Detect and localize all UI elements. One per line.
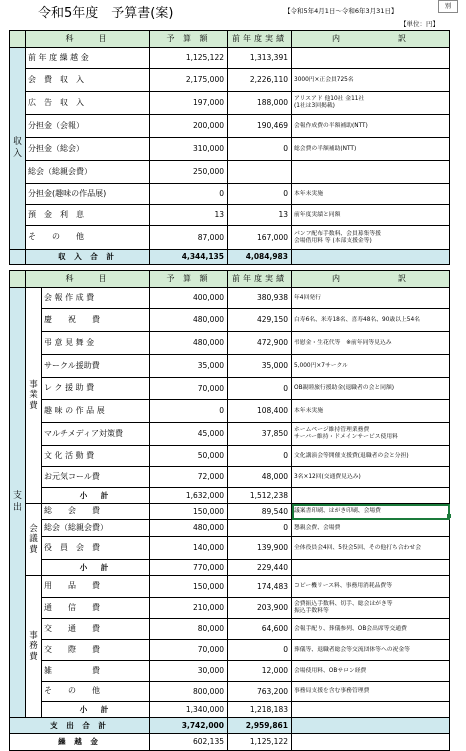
expense-budget-cell[interactable]: 30,000	[150, 661, 228, 682]
expense-item-cell[interactable]: そ の 他	[42, 682, 150, 702]
income-prev-cell[interactable]: 167,000	[228, 226, 292, 250]
expense-note-cell[interactable]: 懇親会費、会場費	[292, 520, 450, 537]
expense-item-cell[interactable]: 交 際 費	[42, 640, 150, 661]
expense-prev-cell[interactable]: 174,483	[228, 576, 292, 598]
expense-subtotal-prev[interactable]: 229,440	[228, 560, 292, 576]
income-item-cell[interactable]: 会 費 収 入	[26, 69, 150, 92]
expense-item-cell[interactable]: 趣 味 の 作 品 展	[42, 400, 150, 423]
expense-note-cell[interactable]: 年4回発行	[292, 288, 450, 309]
expense-note-cell[interactable]: ホームページ維持管理業務費 サーバー維持・ドメインサービス使用料	[292, 423, 450, 446]
income-row	[10, 184, 450, 205]
expense-budget-cell[interactable]: 50,000	[150, 446, 228, 467]
expense-row	[10, 619, 450, 640]
expense-row	[10, 332, 450, 355]
income-table	[9, 30, 450, 265]
income-row	[10, 115, 450, 138]
expense-budget-cell[interactable]: 480,000	[150, 309, 228, 332]
income-note-cell[interactable]: 総会費の半額補助(NTT)	[292, 138, 450, 161]
expense-subtotal-note[interactable]	[292, 560, 450, 576]
expense-row	[10, 661, 450, 682]
expense-note-cell[interactable]: 全体役員会4回、5役会5回、その他打ち合わせ会	[292, 537, 450, 560]
expense-prev-cell[interactable]: 12,000	[228, 661, 292, 682]
expense-item-cell[interactable]: 用 品 費	[42, 576, 150, 598]
income-row	[10, 92, 450, 115]
expense-row	[10, 682, 450, 702]
expense-note-cell[interactable]: 議案書印刷、はがき印刷、会場費	[292, 504, 450, 520]
expense-item-cell[interactable]: 役 員 会 費	[42, 537, 150, 560]
income-total-prev[interactable]: 4,084,983	[228, 250, 292, 265]
income-budget-cell[interactable]: 13	[150, 205, 228, 226]
income-budget-cell[interactable]: 200,000	[150, 115, 228, 138]
expense-row	[10, 400, 450, 423]
expense-budget-cell[interactable]: 400,000	[150, 288, 228, 309]
expense-item-cell[interactable]: 弔 意 見 舞 金	[42, 332, 150, 355]
expense-total-prev[interactable]: 2,959,861	[228, 718, 292, 734]
header-note: 内 訳	[292, 271, 450, 288]
expense-note-cell[interactable]: 5,000円×7サークル	[292, 355, 450, 378]
selection-fill-handle[interactable]	[447, 514, 451, 518]
income-prev-cell[interactable]: 13	[228, 205, 292, 226]
income-note-cell[interactable]	[292, 48, 450, 69]
expense-budget-cell[interactable]: 35,000	[150, 355, 228, 378]
expense-item-cell[interactable]: 会 報 作 成 費	[42, 288, 150, 309]
carryover-budget[interactable]: 602,135	[150, 734, 228, 751]
expense-note-cell[interactable]: 会報手配り、葬儀参列、OB会出席等交通費	[292, 619, 450, 640]
income-note-cell[interactable]: 3000円×正会員725名	[292, 69, 450, 92]
header-prev: 前年度実績	[228, 31, 292, 48]
income-item-cell[interactable]: 預 金 利 息	[26, 205, 150, 226]
income-row	[10, 226, 450, 250]
expense-item-cell[interactable]: 慶 祝 費	[42, 309, 150, 332]
expense-row	[10, 504, 450, 520]
expense-item-cell[interactable]: 通 信 費	[42, 598, 150, 619]
income-prev-cell[interactable]: 2,226,110	[228, 69, 292, 92]
expense-budget-cell[interactable]: 140,000	[150, 537, 228, 560]
expense-budget-cell[interactable]: 70,000	[150, 640, 228, 661]
header-corner	[10, 31, 26, 48]
expense-prev-cell[interactable]: 203,900	[228, 598, 292, 619]
header-category: 科 目	[26, 31, 150, 48]
expense-budget-cell[interactable]: 480,000	[150, 520, 228, 537]
expense-prev-cell[interactable]: 139,900	[228, 537, 292, 560]
expense-prev-cell[interactable]: 0	[228, 640, 292, 661]
expense-total-budget[interactable]: 3,742,000	[150, 718, 228, 734]
income-total-budget[interactable]: 4,344,135	[150, 250, 228, 265]
income-row	[10, 205, 450, 226]
header-budget: 予 算 額	[150, 31, 228, 48]
income-row	[10, 161, 450, 184]
income-item-cell[interactable]: 分担金(趣味の作品展)	[26, 184, 150, 205]
expense-prev-cell[interactable]: 380,938	[228, 288, 292, 309]
expense-row	[10, 520, 450, 537]
expense-prev-cell[interactable]: 64,600	[228, 619, 292, 640]
income-total-label: 収 入 合 計	[26, 250, 150, 265]
income-note-cell[interactable]: 本年未実施	[292, 184, 450, 205]
expense-note-cell[interactable]: 本年未実施	[292, 400, 450, 423]
expense-budget-cell[interactable]: 150,000	[150, 576, 228, 598]
expense-item-cell[interactable]: 文 化 活 動 費	[42, 446, 150, 467]
expense-row	[10, 378, 450, 400]
expense-row	[10, 537, 450, 560]
income-total-blank	[10, 250, 26, 265]
expense-group-label: 事業費	[26, 288, 42, 504]
expense-prev-cell[interactable]: 0	[228, 520, 292, 537]
income-prev-cell[interactable]: 188,000	[228, 92, 292, 115]
income-note-cell[interactable]	[292, 161, 450, 184]
expense-item-cell[interactable]: 交 通 費	[42, 619, 150, 640]
expense-prev-cell[interactable]: 0	[228, 378, 292, 400]
expense-budget-cell[interactable]: 480,000	[150, 332, 228, 355]
expense-budget-cell[interactable]: 72,000	[150, 467, 228, 488]
income-total-note[interactable]	[292, 250, 450, 265]
income-prev-cell[interactable]: 1,313,391	[228, 48, 292, 69]
expense-subtotal-label: 小 計	[42, 702, 150, 718]
expense-budget-cell[interactable]: 150,000	[150, 504, 228, 520]
expense-subtotal-budget[interactable]: 1,632,000	[150, 488, 228, 504]
income-note-cell[interactable]: 前年度実績と同額	[292, 205, 450, 226]
expense-subtotal-label: 小 計	[42, 488, 150, 504]
income-budget-cell[interactable]: 310,000	[150, 138, 228, 161]
expense-item-cell[interactable]: 雑 費	[42, 661, 150, 682]
income-note-cell[interactable]: パンフ配布手数料、会員募集等援 会場借用料 等 (本部支援金等)	[292, 226, 450, 250]
income-budget-cell[interactable]: 250,000	[150, 161, 228, 184]
income-item-cell[interactable]: 総会（総親会費）	[26, 161, 150, 184]
expense-note-cell[interactable]: 白寿6名、米寿18名、喜寿48名、90歳以上54名	[292, 309, 450, 332]
expense-row	[10, 576, 450, 598]
expense-note-cell[interactable]: 会場使用料、OBサロン経費	[292, 661, 450, 682]
expense-prev-cell[interactable]: 35,000	[228, 355, 292, 378]
income-note-cell[interactable]: アリスアド 他10社 金11社 (1社は3回掲載)	[292, 92, 450, 115]
expense-note-cell[interactable]: 文化講演会等開催支援費(退職者の会と分担)	[292, 446, 450, 467]
expense-subtotal-budget[interactable]: 770,000	[150, 560, 228, 576]
expense-prev-cell[interactable]: 763,200	[228, 682, 292, 702]
expense-item-cell[interactable]: お元気コール費	[42, 467, 150, 488]
header-note: 内 訳	[292, 31, 450, 48]
expense-group-label: 事務費	[26, 576, 42, 718]
income-item-cell[interactable]: 広 告 収 入	[26, 92, 150, 115]
expense-prev-cell[interactable]: 429,150	[228, 309, 292, 332]
expense-total-label: 支 出 合 計	[10, 718, 150, 734]
income-item-cell[interactable]: 分担金（会報）	[26, 115, 150, 138]
income-prev-cell[interactable]: 0	[228, 184, 292, 205]
income-budget-cell[interactable]: 87,000	[150, 226, 228, 250]
expense-item-cell[interactable]: 総 会 費	[42, 504, 150, 520]
expense-row	[10, 423, 450, 446]
income-row	[10, 48, 450, 69]
expense-subtotal-label: 小 計	[42, 560, 150, 576]
expense-prev-cell[interactable]: 0	[228, 446, 292, 467]
expense-row	[10, 598, 450, 619]
expense-prev-cell[interactable]: 472,900	[228, 332, 292, 355]
expense-row	[10, 309, 450, 332]
carryover-label: 繰 越 金	[10, 734, 150, 751]
expense-prev-cell[interactable]: 89,540	[228, 504, 292, 520]
sheet-tab[interactable]: 別	[438, 0, 458, 13]
expense-row	[10, 640, 450, 661]
expense-item-cell[interactable]: マルチメディア対策費	[42, 423, 150, 446]
expense-subtotal-note[interactable]	[292, 488, 450, 504]
expense-item-cell[interactable]: レ ク 援 助 費	[42, 378, 150, 400]
expense-total-note[interactable]	[292, 718, 450, 734]
expense-note-cell[interactable]: コピー機リース料、事務用消耗品費等	[292, 576, 450, 598]
unit-label: 【単位：円】	[400, 20, 439, 28]
expense-budget-cell[interactable]: 80,000	[150, 619, 228, 640]
expense-budget-cell[interactable]: 0	[150, 400, 228, 423]
expense-side-label: 支出	[10, 288, 26, 718]
income-item-cell[interactable]: 分担金（総会）	[26, 138, 150, 161]
expense-row	[10, 467, 450, 488]
income-prev-cell[interactable]	[228, 161, 292, 184]
income-item-cell[interactable]: そ の 他	[26, 226, 150, 250]
expense-note-cell[interactable]: 事務局支援を含む事務管理費	[292, 682, 450, 702]
expense-table	[9, 270, 450, 751]
expense-subtotal-budget[interactable]: 1,340,000	[150, 702, 228, 718]
expense-row	[10, 288, 450, 309]
expense-prev-cell[interactable]: 108,400	[228, 400, 292, 423]
header-category: 科 目	[26, 271, 150, 288]
expense-prev-cell[interactable]: 48,000	[228, 467, 292, 488]
expense-group-label: 会議費	[26, 504, 42, 576]
expense-item-cell[interactable]: 総会（総親会費）	[42, 520, 150, 537]
expense-subtotal-note[interactable]	[292, 702, 450, 718]
header-corner	[10, 271, 26, 288]
income-budget-cell[interactable]: 2,175,000	[150, 69, 228, 92]
carryover-note[interactable]	[292, 734, 450, 751]
expense-subtotal-prev[interactable]: 1,218,183	[228, 702, 292, 718]
expense-row	[10, 355, 450, 378]
header-budget: 予 算 額	[150, 271, 228, 288]
expense-note-cell[interactable]: 3名×12回(交通費見込み)	[292, 467, 450, 488]
page-title: 令和5年度 予算書(案)	[38, 6, 174, 21]
income-row	[10, 69, 450, 92]
expense-note-cell[interactable]: 会費振込手数料、切手、総会はがき等 振込手数料等	[292, 598, 450, 619]
expense-budget-cell[interactable]: 210,000	[150, 598, 228, 619]
expense-prev-cell[interactable]: 37,850	[228, 423, 292, 446]
carryover-prev[interactable]: 1,125,122	[228, 734, 292, 751]
expense-row	[10, 446, 450, 467]
income-budget-cell[interactable]: 197,000	[150, 92, 228, 115]
income-prev-cell[interactable]: 190,469	[228, 115, 292, 138]
expense-subtotal-prev[interactable]: 1,512,238	[228, 488, 292, 504]
income-prev-cell[interactable]: 0	[228, 138, 292, 161]
income-note-cell[interactable]: 会報作成費の半額補助(NTT)	[292, 115, 450, 138]
expense-budget-cell[interactable]: 70,000	[150, 378, 228, 400]
expense-budget-cell[interactable]: 45,000	[150, 423, 228, 446]
expense-item-cell[interactable]: サークル援助費	[42, 355, 150, 378]
income-budget-cell[interactable]: 0	[150, 184, 228, 205]
income-row	[10, 138, 450, 161]
header-prev: 前年度実績	[228, 271, 292, 288]
expense-note-cell[interactable]: OB親睦旅行援助金(退職者の会と同額)	[292, 378, 450, 400]
expense-note-cell[interactable]: 弔慰金・生花代等 ※前年同等見込み	[292, 332, 450, 355]
fiscal-period: 【令和5年4月1日～令和6年3月31日】	[284, 7, 398, 15]
expense-budget-cell[interactable]: 800,000	[150, 682, 228, 702]
income-side-label: 収入	[10, 48, 26, 250]
expense-note-cell[interactable]: 葬儀等、退職者総会等交流団体等への祝金等	[292, 640, 450, 661]
income-budget-cell[interactable]: 1,125,122	[150, 48, 228, 69]
income-item-cell[interactable]: 前 年 度 繰 越 金	[26, 48, 150, 69]
